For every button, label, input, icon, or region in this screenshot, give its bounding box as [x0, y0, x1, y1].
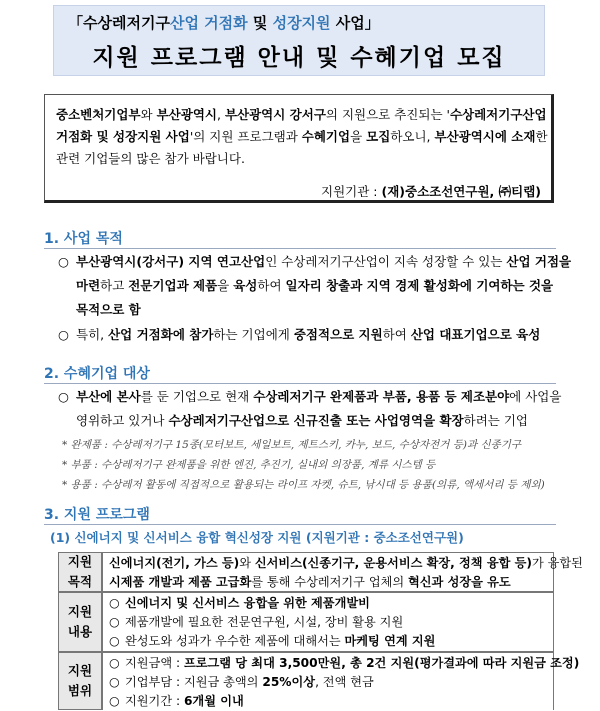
- table-text: 마케팅 연계 지원: [344, 634, 436, 648]
- target-bullet: [58, 385, 561, 409]
- purpose-text: 특히,: [76, 327, 109, 342]
- target-text: 부산에 본사: [76, 389, 141, 404]
- intro-line: [56, 104, 547, 126]
- subtitle-text: 「수상레저기구: [68, 14, 170, 32]
- circle-bullet-icon: ○: [109, 675, 120, 689]
- table-cell-scope: [102, 652, 580, 710]
- intro-text: '의 지원 프로그램과: [189, 129, 302, 144]
- circle-bullet-icon: ○: [109, 615, 120, 629]
- purpose-text: 육성: [233, 278, 258, 293]
- intro-text: 부산광역시에 소재: [434, 129, 536, 144]
- table-line: [109, 554, 583, 573]
- table-line: [109, 573, 553, 592]
- purpose-text: 을: [217, 278, 234, 293]
- support-org: [56, 182, 541, 200]
- section-heading-program: 3. 지원 프로그램: [44, 507, 150, 523]
- target-text: 영위하고 있거나: [76, 413, 169, 428]
- table-label-text: 지원: [67, 663, 93, 678]
- footnote-parts: * 부품 : 수상레저기구 완제품을 위한 엔진, 추진기, 실내외 의장품, 계류 시스템 등: [62, 459, 436, 471]
- purpose-text: 부산광역시(강서구) 지역 연고산업: [76, 254, 266, 269]
- section-divider: [44, 524, 556, 525]
- table-cell-purpose: [102, 552, 583, 592]
- table-text: 가 융합된: [531, 556, 583, 570]
- circle-bullet-icon: ○: [109, 694, 120, 708]
- intro-box: [44, 94, 554, 203]
- purpose-bullet: [58, 323, 540, 347]
- support-org-label: 지원기관 :: [321, 184, 382, 199]
- section-heading-purpose: 1. 사업 목적: [44, 231, 123, 247]
- target-text: 하려는 기업: [463, 413, 528, 428]
- intro-line: [56, 126, 548, 148]
- purpose-text: 산업 거점을: [506, 254, 572, 269]
- table-text: 프로그램 당 최대 3,500만원, 총 2건 지원(평가결과에 따라 지원금 조정): [183, 656, 580, 670]
- support-org-value: (재)중소조선연구원, ㈜티랩): [381, 184, 541, 199]
- intro-text: 의 지원으로 추진되는 ': [325, 107, 450, 122]
- intro-text: 부산광역시 강서구: [224, 107, 326, 122]
- table-text: 혁신과 성장을 유도: [408, 575, 511, 589]
- intro-text: 중소벤처기업부: [56, 107, 141, 122]
- intro-text: 부산광역시: [156, 107, 217, 122]
- program-subheading: (1) 신에너지 및 신서비스 융합 혁신성장 지원 (지원기관 : 중소조선연구원): [50, 530, 464, 545]
- title-banner: [53, 5, 545, 76]
- purpose-text: 산업 거점화에 참가: [108, 327, 214, 342]
- table-text: 를 통해 수상레저기구 업체의: [251, 575, 409, 589]
- circle-bullet-icon: ○: [58, 327, 69, 342]
- intro-text: 하오니,: [390, 129, 435, 144]
- purpose-text: 마련: [76, 278, 101, 293]
- section-heading-target: 2. 수혜기업 대상: [44, 366, 150, 382]
- table-cell-content: [102, 592, 554, 652]
- purpose-continuation: [76, 298, 141, 322]
- table-text: 제품개발에 필요한 전문연구원, 시설, 장비 활용 지원: [125, 615, 404, 629]
- purpose-text: 인 수상레저기구산업이 지속 성장할 수 있는: [265, 254, 507, 269]
- table-label-text: 목적: [67, 574, 93, 589]
- purpose-text: 일자리 창출과 지역 경제 활성화에 기여하는 것을: [285, 278, 554, 293]
- purpose-text: 전문기업과 제품: [128, 278, 218, 293]
- intro-text: 수혜기업: [301, 129, 351, 144]
- circle-bullet-icon: ○: [109, 634, 120, 648]
- intro-line: 관련 기업들의 많은 참가 바랍니다.: [56, 151, 245, 166]
- intro-text: 거점화 및 성장지원 사업: [56, 129, 190, 144]
- page-title: 지원 프로그램 안내 및 수혜기업 모집: [92, 45, 506, 71]
- table-label-text: 범위: [67, 683, 93, 698]
- table-line: [109, 594, 553, 613]
- circle-bullet-icon: ○: [109, 596, 120, 610]
- purpose-text: 하여: [257, 278, 286, 293]
- program-table: [58, 552, 583, 710]
- circle-bullet-icon: ○: [58, 254, 69, 269]
- purpose-text: 목적으로 함: [76, 302, 141, 317]
- project-subtitle: [68, 12, 380, 33]
- purpose-text: 중점적으로 지원: [293, 327, 383, 342]
- table-text: 신에너지 및 신서비스 융합을 위한 제품개발비: [125, 596, 370, 610]
- table-text: 기업부담 : 지원금 총액의: [125, 675, 263, 689]
- table-text: 지원금액 :: [125, 656, 184, 670]
- intro-text: 수상레저기구산업: [449, 107, 547, 122]
- table-line: [109, 613, 553, 632]
- purpose-text: 산업 대표기업으로 육성: [410, 327, 541, 342]
- target-continuation: [76, 409, 528, 433]
- circle-bullet-icon: ○: [109, 656, 120, 670]
- table-text: 지원기간 :: [125, 694, 184, 708]
- subtitle-highlight: 성장지원: [272, 14, 331, 32]
- table-label-content: [58, 592, 102, 652]
- intro-text: 와: [140, 107, 157, 122]
- purpose-text: 하는 기업에게: [213, 327, 294, 342]
- table-text: 완성도와 성과가 우수한 제품에 대해서는: [125, 634, 345, 648]
- section-divider: [44, 383, 556, 384]
- table-line: [109, 673, 553, 692]
- intro-text: ,: [216, 107, 225, 122]
- table-line: [109, 654, 580, 673]
- purpose-continuation: [76, 274, 553, 298]
- subtitle-text: 사업」: [330, 14, 380, 32]
- purpose-bullet: [58, 250, 571, 274]
- section-divider: [44, 248, 556, 249]
- target-text: 를 둔 기업으로 현재: [140, 389, 254, 404]
- table-label-scope: [58, 652, 102, 710]
- table-text: , 전액 현금: [315, 675, 374, 689]
- circle-bullet-icon: ○: [58, 389, 69, 404]
- intro-text: 을: [350, 129, 367, 144]
- table-text: 25%이상: [262, 675, 316, 689]
- table-line: [109, 692, 553, 711]
- intro-text: 한: [535, 129, 548, 144]
- footnote-complete-product: * 완제품 : 수상레저기구 15종(모터보트, 세일보트, 제트스키, 카누, 보드, 수상자전거 등)과 신종기구: [62, 439, 522, 451]
- table-text: 와: [239, 556, 255, 570]
- target-text: 수상레저기구 완제품과 부품, 용품 등 제조분야: [253, 389, 510, 404]
- table-label-text: 지원: [67, 604, 93, 619]
- purpose-text: 하고: [100, 278, 129, 293]
- table-text: 신서비스(신종기구, 운용서비스 확장, 정책 융합 등): [254, 556, 532, 570]
- table-text: 시제품 개발과 제품 고급화: [109, 575, 252, 589]
- intro-text: 모집: [366, 129, 391, 144]
- target-text: 수상레저기구산업으로 신규진출 또는 사업영역을 확장: [168, 413, 464, 428]
- target-text: 에 사업을: [509, 389, 562, 404]
- table-line: [109, 632, 553, 651]
- table-label-purpose: [58, 552, 102, 592]
- table-text: 6개월 이내: [183, 694, 244, 708]
- subtitle-text: 및: [247, 14, 273, 32]
- subtitle-highlight: 산업 거점화: [169, 14, 248, 32]
- table-label-text: 지원: [67, 554, 93, 569]
- table-label-text: 내용: [67, 624, 93, 639]
- table-text: 신에너지(전기, 가스 등): [109, 556, 240, 570]
- purpose-text: 하여: [382, 327, 411, 342]
- footnote-supplies: * 용품 : 수상레저 활동에 직접적으로 활용되는 라이프 자켓, 슈트, 낚시대 등 용품(의류, 액세서리 등 제외): [62, 479, 545, 491]
